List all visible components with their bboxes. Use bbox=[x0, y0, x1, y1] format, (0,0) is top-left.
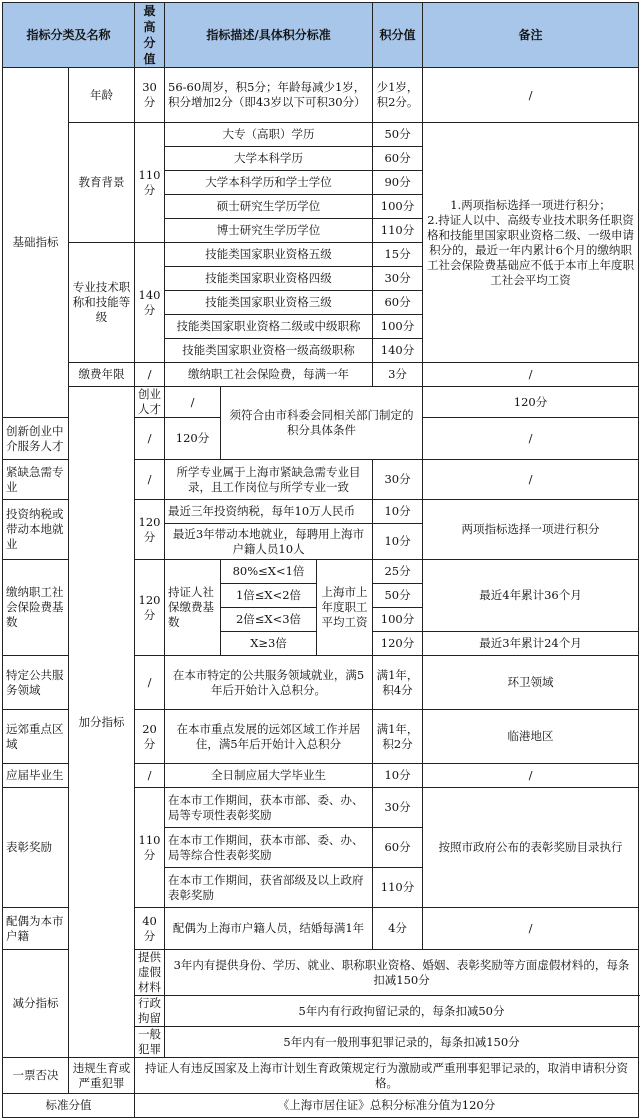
skills-points: 15分 bbox=[373, 243, 423, 267]
talent-shared-desc: 须符合由市科委会同相关部门制定的积分具体条件 bbox=[221, 387, 423, 460]
investment-points: 10分 bbox=[373, 524, 423, 560]
payment-years-name: 缴费年限 bbox=[69, 363, 135, 387]
education-points: 50分 bbox=[373, 123, 423, 147]
award-points: 60分 bbox=[373, 828, 423, 868]
deduction-desc: 3年内有提供身份、学历、就业、职称职业资格、婚姻、表彰奖励等方面虚假材料的，每条扣减150分 bbox=[165, 950, 639, 996]
age-desc: 56-60周岁，积5分；年龄每减少1岁，积分增加2分（即43岁以下可积30分） bbox=[165, 68, 373, 123]
spouse-name: 配偶为本市户籍 bbox=[3, 908, 69, 950]
urgent-major-points: 30分 bbox=[373, 460, 423, 500]
header-description: 指标描述/具体积分标准 bbox=[165, 3, 373, 68]
skills-points: 30分 bbox=[373, 267, 423, 291]
public-service-name: 特定公共服务领域 bbox=[3, 656, 69, 710]
header-remarks: 备注 bbox=[423, 3, 639, 68]
suburban-desc: 在本市重点发展的远郊区域工作并居住，满5年后开始计入总积分 bbox=[165, 710, 373, 764]
award-points: 110分 bbox=[373, 868, 423, 908]
education-points: 100分 bbox=[373, 195, 423, 219]
skills-desc: 技能类国家职业资格五级 bbox=[165, 243, 373, 267]
basic-group-label: 基础指标 bbox=[3, 68, 69, 418]
deduction-name: 行政拘留 bbox=[135, 996, 165, 1027]
investment-remark: 两项指标选择一项进行积分 bbox=[423, 500, 639, 560]
education-desc: 大学本科学历和学士学位 bbox=[165, 171, 373, 195]
education-row bbox=[3, 123, 639, 147]
standard-label: 标准分值 bbox=[3, 1094, 135, 1118]
social-insurance-ref-label: 上海市上年度职工平均工资 bbox=[317, 560, 373, 656]
skills-max: 140分 bbox=[135, 243, 165, 363]
startup-talent-name: 创业人才 bbox=[135, 387, 165, 418]
spouse-remark: / bbox=[423, 908, 639, 950]
education-max: 110分 bbox=[135, 123, 165, 243]
age-points: 少1岁，积2分。 bbox=[373, 68, 423, 123]
skills-desc: 技能类国家职业资格四级 bbox=[165, 267, 373, 291]
skills-desc: 技能类国家职业资格三级 bbox=[165, 291, 373, 315]
skills-points: 100分 bbox=[373, 315, 423, 339]
startup-talent-max: / bbox=[165, 387, 221, 418]
payment-years-remark: / bbox=[423, 363, 639, 387]
award-remark: 按照市政府公布的表彰奖励目录执行 bbox=[423, 788, 639, 908]
urgent-major-remark: / bbox=[423, 460, 639, 500]
standard-desc: 《上海市居住证》总积分标准分值为120分 bbox=[135, 1094, 639, 1118]
social-insurance-range: 2倍≤X<3倍 bbox=[221, 608, 317, 632]
education-desc: 硕士研究生学历学位 bbox=[165, 195, 373, 219]
social-insurance-points: 25分 bbox=[373, 560, 423, 584]
veto-desc: 持证人有违反国家及上海市计划生育政策规定行为激励或严重刑事犯罪记录的，取消申请积分资格。 bbox=[135, 1058, 639, 1094]
skills-points: 60分 bbox=[373, 291, 423, 315]
social-insurance-name: 缴纳职工社会保险费基数 bbox=[3, 560, 69, 656]
skills-desc: 技能类国家职业资格一级高级职称 bbox=[165, 339, 373, 363]
deduction-name: 一般犯罪 bbox=[135, 1027, 165, 1058]
award-name: 表彰奖励 bbox=[3, 788, 69, 908]
veto-row bbox=[3, 1058, 639, 1094]
skills-desc: 技能类国家职业资格二级或中级职称 bbox=[165, 315, 373, 339]
spouse-max: 40分 bbox=[135, 908, 165, 950]
age-max: 30分 bbox=[135, 68, 165, 123]
header-category: 指标分类及名称 bbox=[3, 3, 135, 68]
investment-name: 投资纳税或带动本地就业 bbox=[3, 500, 69, 560]
payment-years-row bbox=[3, 363, 639, 387]
education-desc: 博士研究生学历学位 bbox=[165, 219, 373, 243]
social-insurance-range: 1倍≤X<2倍 bbox=[221, 584, 317, 608]
education-points: 60分 bbox=[373, 147, 423, 171]
payment-years-max: / bbox=[135, 363, 165, 387]
deduction-group-label: 减分指标 bbox=[3, 950, 69, 1058]
graduate-name: 应届毕业生 bbox=[3, 764, 69, 788]
payment-years-desc: 缴纳职工社会保险费，每满一年 bbox=[165, 363, 373, 387]
investment-points: 10分 bbox=[373, 500, 423, 524]
graduate-desc: 全日制应届大学毕业生 bbox=[165, 764, 373, 788]
innovation-agency-points: 120分 bbox=[165, 418, 221, 460]
age-row bbox=[3, 68, 639, 123]
social-insurance-sub-label: 持证人社保缴费基数 bbox=[165, 560, 221, 656]
deduction-name: 提供虚假材料 bbox=[135, 950, 165, 996]
startup-talent-points: 120分 bbox=[423, 387, 639, 418]
social-insurance-points: 100分 bbox=[373, 608, 423, 632]
public-service-desc: 在本市特定的公共服务领域就业，满5年后开始计入总积分。 bbox=[165, 656, 373, 710]
education-name: 教育背景 bbox=[69, 123, 135, 243]
suburban-points: 满1年，积2分 bbox=[373, 710, 423, 764]
deduction-desc: 5年内有行政拘留记录的，每条扣减50分 bbox=[165, 996, 639, 1027]
innovation-agency-remark: / bbox=[423, 418, 639, 460]
age-remark: / bbox=[423, 68, 639, 123]
award-max: 110分 bbox=[135, 788, 165, 908]
suburban-name: 远郊重点区域 bbox=[3, 710, 69, 764]
social-insurance-remark-top: 最近4年累计36个月 bbox=[423, 560, 639, 632]
social-insurance-range: 80%≤X<1倍 bbox=[221, 560, 317, 584]
public-service-max: / bbox=[135, 656, 165, 710]
bonus-group-label: 加分指标 bbox=[69, 387, 135, 1058]
award-points: 30分 bbox=[373, 788, 423, 828]
social-insurance-points: 50分 bbox=[373, 584, 423, 608]
education-desc: 大学本科学历 bbox=[165, 147, 373, 171]
spouse-desc: 配偶为上海市户籍人员，结婚每满1年 bbox=[165, 908, 373, 950]
skills-points: 140分 bbox=[373, 339, 423, 363]
social-insurance-range: X≥3倍 bbox=[221, 632, 317, 656]
public-service-points: 满1年，积4分 bbox=[373, 656, 423, 710]
suburban-max: 20分 bbox=[135, 710, 165, 764]
education-points: 90分 bbox=[373, 171, 423, 195]
spouse-points: 4分 bbox=[373, 908, 423, 950]
urgent-major-desc: 所学专业属于上海市紧缺急需专业目录，且工作岗位与所学专业一致 bbox=[165, 460, 373, 500]
payment-years-points: 3分 bbox=[373, 363, 423, 387]
education-desc: 大专（高职）学历 bbox=[165, 123, 373, 147]
investment-desc: 最近3年带动本地就业，每聘用上海市户籍人员10人 bbox=[165, 524, 373, 560]
header-points: 积分值 bbox=[373, 3, 423, 68]
investment-max: 120分 bbox=[135, 500, 165, 560]
award-desc: 在本市工作期间，获本市部、委、办、局等综合性表彰奖励 bbox=[165, 828, 373, 868]
public-service-remark: 环卫领域 bbox=[423, 656, 639, 710]
award-desc: 在本市工作期间，获省部级及以上政府表彰奖励 bbox=[165, 868, 373, 908]
veto-group-label: 一票否决 bbox=[3, 1058, 69, 1094]
header-row bbox=[3, 3, 639, 68]
skills-name: 专业技术职称和技能等级 bbox=[69, 243, 135, 363]
award-desc: 在本市工作期间，获本市部、委、办、局等专项性表彰奖励 bbox=[165, 788, 373, 828]
urgent-major-max: / bbox=[135, 460, 165, 500]
header-max-score: 最高分值 bbox=[135, 3, 165, 68]
social-insurance-remark-bottom: 最近3年累计24个月 bbox=[423, 632, 639, 656]
basic-combined-remark: 1.两项指标选择一项进行积分； 2.持证人以中、高级专业技术职务任职资格和技能里国家职业资格二级、一级申请积分的，最近一年内累计6个月的缴纳职工社会保险费基础应不低于本市上年度职工社会平均工资 bbox=[423, 123, 639, 363]
points-standard-table bbox=[2, 2, 639, 1118]
graduate-points: 10分 bbox=[373, 764, 423, 788]
age-name: 年龄 bbox=[69, 68, 135, 123]
graduate-max: / bbox=[135, 764, 165, 788]
investment-desc: 最近三年投资纳税，每年10万人民币 bbox=[165, 500, 373, 524]
graduate-remark: / bbox=[423, 764, 639, 788]
innovation-agency-max: / bbox=[135, 418, 165, 460]
social-insurance-max: 120分 bbox=[135, 560, 165, 656]
suburban-remark: 临港地区 bbox=[423, 710, 639, 764]
deduction-desc: 5年内有一般刑事犯罪记录的，每条扣减150分 bbox=[165, 1027, 639, 1058]
education-points: 110分 bbox=[373, 219, 423, 243]
social-insurance-points: 120分 bbox=[373, 632, 423, 656]
urgent-major-name: 紧缺急需专业 bbox=[3, 460, 69, 500]
innovation-agency-name: 创新创业中介服务人才 bbox=[3, 418, 69, 460]
startup-talent-row bbox=[3, 387, 639, 418]
standard-row bbox=[3, 1094, 639, 1118]
veto-name: 违规生育或严重犯罪 bbox=[69, 1058, 135, 1094]
